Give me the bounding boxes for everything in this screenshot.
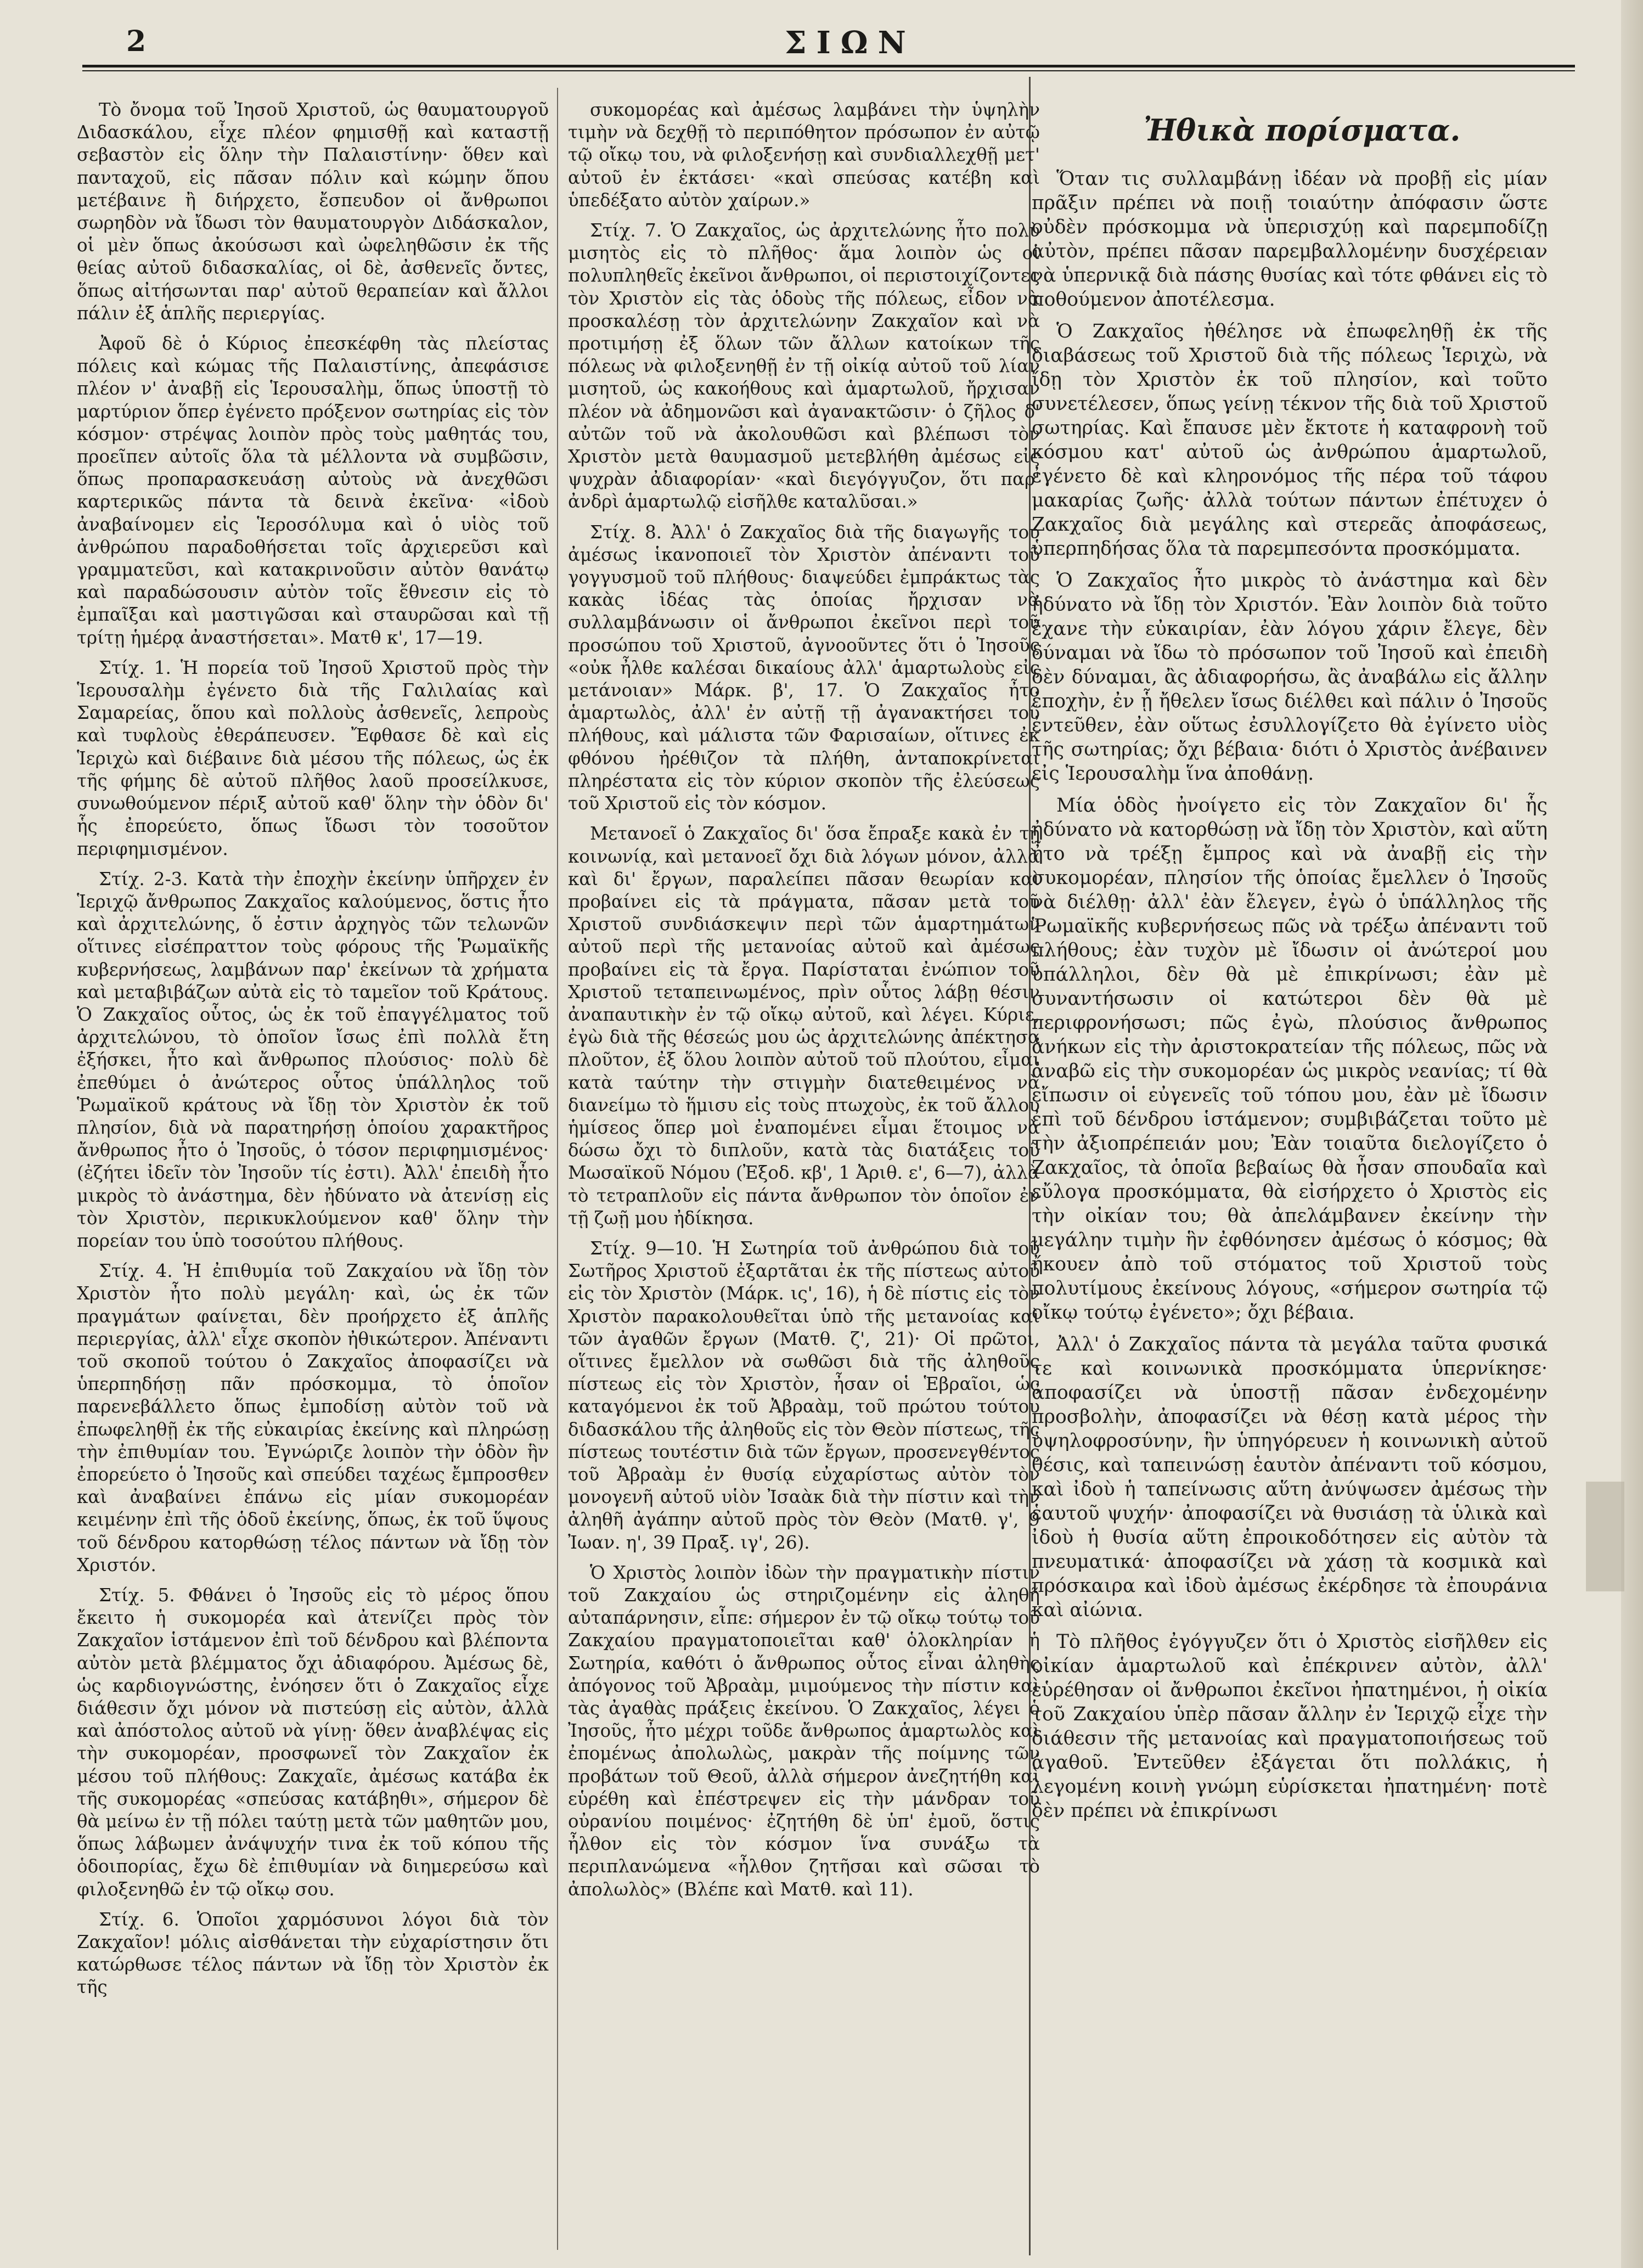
paragraph: Τὸ πλῆθος ἐγόγγυζεν ὅτι ὁ Χριστὸς εἰσῆλθεν εἰς οἰκίαν ἁμαρτωλοῦ καὶ ἐπέκρινεν αὐτὸν, ἀλλ' εὑρέθησαν οἱ ἄνθρωποι ἐκεῖνοι ἠπατημένοι, ἡ οἰκία τοῦ Ζακχαίου ὑπὲρ πᾶσαν ἄλλην ἐν Ἱεριχῷ εἶχε τὴν διάθεσιν τῆς μετανοίας καὶ πραγματοποιήσεως τοῦ ἀγαθοῦ. Ἐντεῦθεν ἐξάγεται ὅτι πολλάκις, ἡ λεγομένη κοινὴ γνώμη εὑρίσκεται ἠπατημένη· ποτὲ δὲν πρέπει νὰ ἐπικρίνωσι: [1032, 1631, 1548, 1822]
header-rule: [82, 65, 1575, 67]
section-title: Ἠθικὰ πορίσματα.: [1143, 112, 1461, 148]
column-3: [1032, 99, 1548, 1831]
column-1: [77, 99, 549, 2007]
paragraph: Ἀλλ' ὁ Ζακχαῖος πάντα τὰ μεγάλα ταῦτα φυσικά τε καὶ κοινωνικὰ προσκόμματα ὑπερνίκησε· ἀποφασίζει νὰ ὑποστῇ πᾶσαν ἐνδεχομένην προσβολὴν, ἀποφασίζει νὰ θέσῃ κατὰ μέρος τὴν ὑψηλοφροσύνην, ἣν ὑπηγόρευεν ἡ κοινωνικὴ αὐτοῦ θέσις, καὶ ταπεινώσῃ ἑαυτὸν ἀπέναντι τοῦ κόσμου, καὶ ἰδοὺ ἡ ταπείνωσις αὕτη ἀνύψωσεν ἀμέσως τὴν ἑαυτοῦ ψυχήν· ἀποφασίζει νὰ θυσιάσῃ τὰ ὑλικὰ καὶ ἰδοὺ ἡ θυσία αὕτη ἐπροικοδότησεν εἰς αὐτὸν τὰ πνευματικά· ἀποφασίζει νὰ χάσῃ τὰ κοσμικὰ καὶ πρόσκαιρα καὶ ἰδοὺ ἀμέσως ἐκέρδησε τὰ ἐπουράνια καὶ αἰώνια.: [1032, 1333, 1548, 1621]
paragraph: Ἀφοῦ δὲ ὁ Κύριος ἐπεσκέφθη τὰς πλείστας πόλεις καὶ κώμας τῆς Παλαιστίνης, ἀπεφάσισε πλέον ν' ἀναβῇ εἰς Ἱερουσαλὴμ, ὅπως ὑποστῇ τὸ μαρτύριον ὅπερ ἐγένετο πρόξενον σωτηρίας εἰς τὸν κόσμον· στρέψας λοιπὸν πρὸς τοὺς μαθητάς του, προεῖπεν αὐτοῖς ὅλα τὰ μέλλοντα νὰ συμβῶσιν, ὅπως προπαρασκευάσῃ αὐτοὺς νὰ ἀνεχθῶσι καρτερικῶς πάντα τὰ δεινὰ ἐκεῖνα· «ἰδοὺ ἀναβαίνομεν εἰς Ἱεροσόλυμα καὶ ὁ υἱὸς τοῦ ἀνθρώπου παραδοθήσεται τοῖς ἀρχιερεῦσι καὶ γραμματεῦσι, καὶ κατακρινοῦσιν αὐτὸν θανάτῳ καὶ παραδώσουσιν αὐτὸν τοῖς ἔθνεσιν εἰς τὸ ἐμπαῖξαι καὶ μαστιγῶσαι καὶ σταυρῶσαι καὶ τῇ τρίτῃ ἡμέρᾳ ἀναστήσεται». Ματθ κ', 17—19.: [77, 333, 549, 648]
paragraph: Στίχ. 9—10. Ἡ Σωτηρία τοῦ ἀνθρώπου διὰ τοῦ Σωτῆρος Χριστοῦ ἐξαρτᾶται ἐκ τῆς πίστεως αὐτοῦ εἰς τὸν Χριστὸν (Μάρκ. ις', 16), ἡ δὲ πίστις εἰς τὸν Χριστὸν παρακολουθεῖται ὑπὸ τῆς μετανοίας καὶ τῶν ἀγαθῶν ἔργων (Ματθ. ζ', 21)· Οἱ πρῶτοι, οἵτινες ἔμελλον νὰ σωθῶσι διὰ τῆς ἀληθοῦς πίστεως εἰς τὸν Χριστὸν, ἦσαν οἱ Ἑβραῖοι, ὡς καταγόμενοι ἐκ τοῦ Ἀβραὰμ, τοῦ πρώτου τούτου διδασκάλου τῆς ἀληθοῦς εἰς τὸν Θεὸν πίστεως, τῆς πίστεως τουτέστιν διὰ τῶν ἔργων, προσενεγθέντος τοῦ Ἀβραὰμ ἐν θυσίᾳ εὐχαρίστως αὐτὸν τὸν μονογενῆ αὐτοῦ υἱὸν Ἰσαὰκ διὰ τὴν πίστιν καὶ τὴν ἀληθῆ ἀγάπην αὐτοῦ πρὸς τὸν Θεὸν (Ματθ. γ', 9 Ἰωαν. η', 39 Πραξ. ιγ', 26).: [568, 1237, 1040, 1553]
masthead-title: ΣΙΩΝ: [785, 25, 916, 61]
paragraph: Στίχ. 2-3. Κατὰ τὴν ἐποχὴν ἐκείνην ὑπῆρχεν ἐν Ἱεριχῷ ἄνθρωπος Ζακχαῖος καλούμενος, ὅστις ἦτο καὶ ἀρχιτελώνης, ὅ ἐστιν ἀρχηγὸς τῶν τελωνῶν οἵτινες εἰσέπραττον τοὺς φόρους τῆς Ῥωμαϊκῆς κυβερνήσεως, λαμβάνων παρ' ἐκείνων τὰ χρήματα καὶ μεταβιβάζων αὐτὰ εἰς τὸ ταμεῖον τοῦ Κράτους. Ὁ Ζακχαῖος οὗτος, ὡς ἐκ τοῦ ἐπαγγέλματος τοῦ ἀρχιτελώνου, τὸ ὁποῖον ἴσως ἐπὶ πολλὰ ἔτη ἐξήσκει, ἦτο καὶ ἄνθρωπος πλούσιος· πολὺ δὲ ἐπεθύμει ὁ ἀνώτερος οὗτος ὑπάλληλος τοῦ Ῥωμαϊκοῦ κράτους νὰ ἴδῃ τὸν Χριστὸν ἐκ τοῦ πλησίον, διὰ νὰ παρατηρήσῃ ὁποίου χαρακτῆρος ἄνθρωπος ἦτο ὁ Ἰησοῦς, ὁ τόσον περιφημισμένος· (ἐζήτει ἰδεῖν τὸν Ἰησοῦν τίς ἐστι). Ἀλλ' ἐπειδὴ ἦτο μικρὸς τὸ ἀνάστημα, δὲν ἠδύνατο νὰ ἀτενίσῃ εἰς τὸν Χριστὸν, περικυκλούμενον καθ' ὅλην τὴν πορείαν του ὑπὸ τοσούτου πλήθους.: [77, 868, 549, 1251]
page-number: 2: [126, 25, 147, 58]
paragraph: Στίχ. 1. Ἡ πορεία τοῦ Ἰησοῦ Χριστοῦ πρὸς τὴν Ἱερουσαλὴμ ἐγένετο διὰ τῆς Γαλιλαίας καὶ Σαμαρείας, ὅπου καὶ πολλοὺς ἀσθενεῖς, λεπροὺς καὶ τυφλοὺς ἐθεράπευσεν. Ἔφθασε δὲ καὶ εἰς Ἱεριχὼ καὶ διέβαινε διὰ μέσου τῆς πόλεως, ὡς ἐκ τῆς φήμης δὲ αὐτοῦ πλῆθος λαοῦ προσείλκυσε, συνωθούμενον πέριξ αὐτοῦ καθ' ὅλην τὴν ὁδὸν δι' ἧς ἐπορεύετο, ὅπως ἴδωσι τὸν τοσοῦτον περιφημισμένον.: [77, 657, 549, 859]
paragraph: Ὁ Χριστὸς λοιπὸν ἰδὼν τὴν πραγματικὴν πίστιν τοῦ Ζακχαίου ὡς στηριζομένην εἰς ἀληθῆ αὐταπάρνησιν, εἶπε: σήμερον ἐν τῷ οἴκῳ τούτῳ τοῦ Ζακχαίου πραγματοποιεῖται καθ' ὁλοκληρίαν ἡ Σωτηρία, καθότι ὁ ἄνθρωπος οὗτος εἶναι ἀληθὴς ἀπόγονος τοῦ Ἀβραὰμ, μιμούμενος τὴν πίστιν καὶ τὰς ἀγαθὰς πράξεις ἐκείνου. Ὁ Ζακχαῖος, λέγει ὁ Ἰησοῦς, ἦτο μέχρι τοῦδε ἄνθρωπος ἁμαρτωλὸς καὶ ἐπομένως ἀπολωλὼς, μακρὰν τῆς ποίμνης τῶν προβάτων τοῦ Θεοῦ, ἀλλὰ σήμερον ἀνεζητήθη καὶ εὑρέθη καὶ ἐπέστρεψεν εἰς τὴν μάνδραν τοῦ οὐρανίου ποιμένος· ἐζητήθη δὲ ὑπ' ἐμοῦ, ὅστις ἦλθον εἰς τὸν κόσμον ἵνα συνάξω τὰ περιπλανώμενα «ἦλθον ζητῆσαι καὶ σῶσαι τὸ ἀπολωλὸς» (Βλέπε καὶ Ματθ. καὶ 11).: [568, 1562, 1040, 1900]
paragraph: Στίχ. 5. Φθάνει ὁ Ἰησοῦς εἰς τὸ μέρος ὅπου ἔκειτο ἡ συκομορέα καὶ ἀτενίζει πρὸς τὸν Ζακχαῖον ἱστάμενον ἐπὶ τοῦ δένδρου καὶ βλέποντα αὐτὸν μετὰ βλέμματος ὄχι ἀδιαφόρου. Ἀμέσως δὲ, ὡς καρδιογνώστης, ἐνόησεν ὅτι ὁ Ζακχαῖος εἶχε διάθεσιν ὄχι μόνον νὰ πιστεύσῃ εἰς αὐτὸν, ἀλλὰ καὶ ἀπόστολος αὐτοῦ νὰ γίνῃ· ὅθεν ἀναβλέψας εἰς τὴν συκομορέαν, προσφωνεῖ τὸν Ζακχαῖον ἐκ μέσου τοῦ πλήθους: Ζακχαῖε, ἀμέσως κατάβα ἐκ τῆς συκομορέας «σπεύσας κατάβηθι», σήμερον δὲ θὰ μείνω ἐν τῇ πόλει ταύτῃ μετὰ τῶν μαθητῶν μου, ὅπως λάβωμεν ἀνάψυχήν τινα ἐκ τοῦ κόπου τῆς ὁδοιπορίας, ἔχω δὲ ἐπιθυμίαν νὰ διημερεύσω καὶ φιλοξενηθῶ ἐν τῷ οἴκῳ σου.: [77, 1585, 549, 1900]
column-2: [568, 99, 1040, 1909]
paragraph: Ὁ Ζακχαῖος ἦτο μικρὸς τὸ ἀνάστημα καὶ δὲν ἠδύνατο νὰ ἴδῃ τὸν Χριστόν. Ἐὰν λοιπὸν διὰ τοῦτο ἔχανε τὴν εὐκαιρίαν, ἐὰν λόγου χάριν ἔλεγε, δὲν δύναμαι νὰ ἴδω τὸ πρόσωπον τοῦ Ἰησοῦ καὶ ἐπειδὴ δὲν δύναμαι, ἂς ἀδιαφορήσω, ἂς ἀναβάλω εἰς ἄλλην ἐποχὴν, ἐν ᾗ ἤθελεν ἴσως διέλθει καὶ πάλιν ὁ Ἰησοῦς ἐντεῦθεν, ἐὰν οὕτως ἐσυλλογίζετο θὰ ἐγίνετο υἱὸς τῆς σωτηρίας; ὄχι βέβαια· διότι ὁ Χριστὸς ἀνέβαινεν εἰς Ἱερουσαλὴμ ἵνα ἀποθάνῃ.: [1032, 570, 1548, 785]
paragraph: Στίχ. 8. Ἀλλ' ὁ Ζακχαῖος διὰ τῆς διαγωγῆς του ἀμέσως ἱκανοποιεῖ τὸν Χριστὸν ἀπέναντι τοῦ γογγυσμοῦ τοῦ πλήθους· διαψεύδει ἐμπράκτως τὰς κακὰς ἰδέας τὰς ὁποίας ἤρχισαν νὰ συλλαμβάνωσιν οἱ ἄνθρωποι ἐκεῖνοι περὶ τοῦ προσώπου τοῦ Χριστοῦ, ἀγνοοῦντες ὅτι ὁ Ἰησοῦς «οὐκ ἦλθε καλέσαι δικαίους ἀλλ' ἁμαρτωλοὺς εἰς μετάνοιαν» Μάρκ. β', 17. Ὁ Ζακχαῖος ἦτο ἁμαρτωλὸς, ἀλλ' ἐν αὐτῇ τῇ ἀγανακτήσει τοῦ πλήθους, καὶ μάλιστα τῶν Φαρισαίων, οἵτινες ἐκ φθόνου ἠρέθιζον τὰ πλήθη, ἀνταποκρίνεται πληρέστατα εἰς τὸν κύριον σκοπὸν τῆς ἐλεύσεως τοῦ Χριστοῦ εἰς τὸν κόσμον.: [568, 521, 1040, 814]
paragraph: Τὸ ὄνομα τοῦ Ἰησοῦ Χριστοῦ, ὡς θαυματουργοῦ Διδασκάλου, εἶχε πλέον φημισθῇ καὶ καταστῇ σεβαστὸν εἰς ὅλην τὴν Παλαιστίνην· ὅθεν καὶ πανταχοῦ, εἰς πᾶσαν πόλιν καὶ κώμην ὅπου μετέβαινε ἢ διήρχετο, ἔσπευδον οἱ ἄνθρωποι σωρηδὸν νὰ ἴδωσι τὸν θαυματουργὸν Διδάσκαλον, οἱ μὲν ὅπως ἀκούσωσι καὶ ὠφεληθῶσιν ἐκ τῆς θείας αὐτοῦ διδασκαλίας, οἱ δὲ, ἀσθενεῖς ὄντες, ὅπως αἰτήσωνται παρ' αὐτοῦ θεραπείαν καὶ ἄλλοι πάλιν ἐξ ἁπλῆς περιεργίας.: [77, 99, 549, 324]
paper-stain: [1586, 1482, 1624, 1591]
paragraph: Μία ὁδὸς ἠνοίγετο εἰς τὸν Ζακχαῖον δι' ἧς ἠδύνατο νὰ κατορθώσῃ νὰ ἴδῃ τὸν Χριστὸν, καὶ αὕτη ἦτο νὰ τρέξῃ ἔμπρος καὶ νὰ ἀναβῇ εἰς τὴν συκομορέαν, πλησίον τῆς ὁποίας ἔμελλεν ὁ Ἰησοῦς νὰ διέλθῃ· ἀλλ' ἐὰν ἔλεγεν, ἐγὼ ὁ ὑπάλληλος τῆς Ῥωμαϊκῆς κυβερνήσεως πῶς νὰ τρέξω ἀπέναντι τοῦ πλήθους; ἐὰν τυχὸν μὲ ἴδωσιν οἱ ἀνώτεροί μου ὑπάλληλοι, δὲν θὰ μὲ ἐπικρίνωσι; ἐὰν μὲ συναντήσωσιν οἱ κατώτεροι δὲν θὰ μὲ περιφρονήσωσι; πῶς ἐγὼ, πλούσιος ἄνθρωπος ἀνήκων εἰς τὴν ἀριστοκρατείαν τῆς πόλεως, πῶς νὰ ἀναβῶ εἰς τὴν συκομορέαν ὡς μικρὸς νεανίας; τί θὰ εἴπωσιν οἱ εὐγενεῖς τοῦ τόπου μου, ἐὰν μὲ ἴδωσιν ἐπὶ τοῦ δένδρου ἱστάμενον; συμβιβάζεται τοῦτο μὲ τὴν ἀξιοπρέπειάν μου; Ἐὰν τοιαῦτα διελογίζετο ὁ Ζακχαῖος, τὰ ὁποῖα βεβαίως θὰ ἦσαν σπουδαῖα καὶ εὔλογα προσκόμματα, θὰ εἰσήρχετο ὁ Χριστὸς εἰς τὴν οἰκίαν του; θὰ ἀπελάμβανεν ἐκείνην τὴν μεγάλην τιμὴν ἣν ἐφθόνησεν ἀμέσως ὁ κόσμος; θὰ ἤκουεν ἀπὸ τοῦ στόματος τοῦ Χριστοῦ τοὺς πολυτίμους ἐκείνους λόγους, «σήμερον σωτηρία τῷ οἴκῳ τούτῳ ἐγένετο»; ὄχι βέβαια.: [1032, 795, 1548, 1324]
header-rule-thin: [82, 70, 1575, 71]
page-edge: [1621, 0, 1643, 2268]
paragraph: Στίχ. 4. Ἡ ἐπιθυμία τοῦ Ζακχαίου νὰ ἴδῃ τὸν Χριστὸν ἦτο πολὺ μεγάλη· καὶ, ὡς ἐκ τῶν πραγμάτων φαίνεται, δὲν προήρχετο ἐξ ἁπλῆς περιεργίας, ἀλλ' εἶχε σκοπὸν ἠθικώτερον. Ἀπέναντι τοῦ σκοποῦ τούτου ὁ Ζακχαῖος ἀποφασίζει νὰ ὑπερπηδήσῃ πᾶν πρόσκομμα, τὸ ὁποῖον παρενεβάλλετο ὅπως ἐμποδίσῃ αὐτὸν τοῦ νὰ ἐπωφεληθῇ ἐκ τῆς εὐκαιρίας ἐκείνης καὶ πληρώσῃ τὴν ἐπιθυμίαν του. Ἐγνώριζε λοιπὸν τὴν ὁδὸν ἣν ἐπορεύετο ὁ Ἰησοῦς καὶ σπεύδει ταχέως ἔμπροσθεν καὶ ἀναβαίνει ἐπάνω εἰς μίαν συκομορέαν κειμένην ἐπὶ τῆς ὁδοῦ ἐκείνης, ὅπως, ἐκ τοῦ ὕψους τοῦ δένδρου κατορθώσῃ τέλος πάντων νὰ ἴδῃ τὸν Χριστόν.: [77, 1260, 549, 1575]
paragraph: Στίχ. 6. Ὁποῖοι χαρμόσυνοι λόγοι διὰ τὸν Ζακχαῖον! μόλις αἰσθάνεται τὴν εὐχαρίστησιν ὅτι κατώρθωσε τέλος πάντων νὰ ἴδῃ τὸν Χριστὸν ἐκ τῆς: [77, 1909, 549, 1998]
paragraph: Ὅταν τις συλλαμβάνῃ ἰδέαν νὰ προβῇ εἰς μίαν πρᾶξιν πρέπει νὰ ποιῇ τοιαύτην ἀπόφασιν ὥστε οὐδὲν πρόσκομμα νὰ ὑπερισχύῃ καὶ παρεμποδίζῃ αὐτὸν, πρέπει πᾶσαν παρεμβαλλομένην δυσχέρειαν νὰ ὑπερνικᾷ διὰ πάσης θυσίας καὶ τότε φθάνει εἰς τὸ ποθούμενον ἀποτέλεσμα.: [1032, 168, 1548, 311]
page-header: [82, 25, 1575, 63]
column-divider-1: [557, 88, 558, 2250]
paragraph: Στίχ. 7. Ὁ Ζακχαῖος, ὡς ἀρχιτελώνης ἦτο πολὺ μισητὸς εἰς τὸ πλῆθος· ἅμα λοιπὸν ὡς οἱ πολυπληθεῖς ἐκεῖνοι ἄνθρωποι, οἱ περιστοιχίζοντες τὸν Χριστὸν εἰς τὰς ὁδοὺς τῆς πόλεως, εἶδον νὰ προσκαλέσῃ τὸν ἀρχιτελώνην Ζακχαῖον καὶ νὰ προτιμήσῃ ἐξ ὅλων τῶν ἄλλων κατοίκων τῆς πόλεως νὰ φιλοξενηθῇ ἐν τῇ οἰκίᾳ αὐτοῦ τοῦ λίαν μισητοῦ, ὡς κακοήθους καὶ ἁμαρτωλοῦ, ἤρχισαν πλέον νὰ ἀδημονῶσι καὶ ἀγανακτῶσιν· ὁ ζῆλος δ' αὐτῶν τοῦ νὰ ἀκολουθῶσι καὶ βλέπωσι τὸν Χριστὸν μετὰ θαυμασμοῦ μετεβλήθη ἀμέσως εἰς ψυχρὰν ἀδιαφορίαν· «καὶ διεγόγγυζον, ὅτι παρ' ἀνδρὶ ἁμαρτωλῷ εἰσῆλθε καταλῦσαι.»: [568, 220, 1040, 513]
paragraph: συκομορέας καὶ ἀμέσως λαμβάνει τὴν ὑψηλὴν τιμὴν νὰ δεχθῇ τὸ περιπόθητον πρόσωπον ἐν αὐτῷ τῷ οἴκῳ του, νὰ φιλοξενήσῃ καὶ συνδιαλλεχθῇ μετ' αὐτοῦ ἐν ἐκτάσει· «καὶ σπεύσας κατέβη καὶ ὑπεδέξατο αὐτὸν χαίρων.»: [568, 99, 1040, 211]
paragraph: Ὁ Ζακχαῖος ἠθέλησε νὰ ἐπωφεληθῇ ἐκ τῆς διαβάσεως τοῦ Χριστοῦ διὰ τῆς πόλεως Ἱεριχὼ, νὰ ἴδῃ τὸν Χριστὸν ἐκ τοῦ πλησίον, καὶ τοῦτο συνετέλεσεν, ὅπως γείνῃ τέκνον τῆς διὰ τοῦ Χριστοῦ σωτηρίας. Καὶ ἔπαυσε μὲν ἔκτοτε ἡ καταφρονὴ τοῦ κόσμου κατ' αὐτοῦ ὡς ἀνθρώπου ἁμαρτωλοῦ, ἐγένετο δὲ καὶ κληρονόμος τῆς πέρα τοῦ τάφου μακαρίας ζωῆς· ἀλλὰ τούτων πάντων ἐπέτυχεν ὁ Ζακχαῖος διὰ μεγάλης καὶ στερεᾶς ἀποφάσεως, ὑπερπηδήσας ὅλα τὰ παρεμπεσόντα προσκόμματα.: [1032, 320, 1548, 560]
paragraph: Μετανοεῖ ὁ Ζακχαῖος δι' ὅσα ἔπραξε κακὰ ἐν τῇ κοινωνίᾳ, καὶ μετανοεῖ ὄχι διὰ λόγων μόνον, ἀλλὰ καὶ δι' ἔργων, παραλείπει πᾶσαν θεωρίαν καὶ προβαίνει εἰς τὰ πράγματα, πᾶσαν μετὰ τοῦ Χριστοῦ συνδιάσκεψιν περὶ τῶν ἁμαρτημάτων αὐτοῦ περὶ τῆς μετανοίας αὐτοῦ καὶ ἀμέσως προβαίνει εἰς τὰ ἔργα. Παρίσταται ἐνώπιον τοῦ Χριστοῦ τεταπεινωμένος, πρὶν οὗτος λάβῃ θέσιν ἀναπαυτικὴν ἐν τῷ οἴκῳ αὐτοῦ, καὶ λέγει. Κύριε, ἐγὼ διὰ τῆς θέσεώς μου ὡς ἀρχιτελώνης ἀπέκτησα πλοῦτον, ἐξ ὅλου λοιπὸν αὐτοῦ τοῦ πλούτου, εἶμαι κατὰ ταύτην τὴν στιγμὴν διατεθειμένος νὰ διανείμω τὸ ἥμισυ εἰς τοὺς πτωχοὺς, ἐκ τοῦ ἄλλου ἡμίσεος ὅπερ μοὶ ἐναπομένει εἶμαι ἕτοιμος νὰ δώσω ὄχι τὸ διπλοῦν, κατὰ τὰς διατάξεις τοῦ Μωσαϊκοῦ Νόμου (Ἐξοδ. κβ', 1 Ἀριθ. ε', 6—7), ἀλλὰ τὸ τετραπλοῦν εἰς πάντα ἄνθρωπον τὸν ὁποῖον ἐν τῇ ζωῇ μου ἠδίκησα.: [568, 823, 1040, 1229]
